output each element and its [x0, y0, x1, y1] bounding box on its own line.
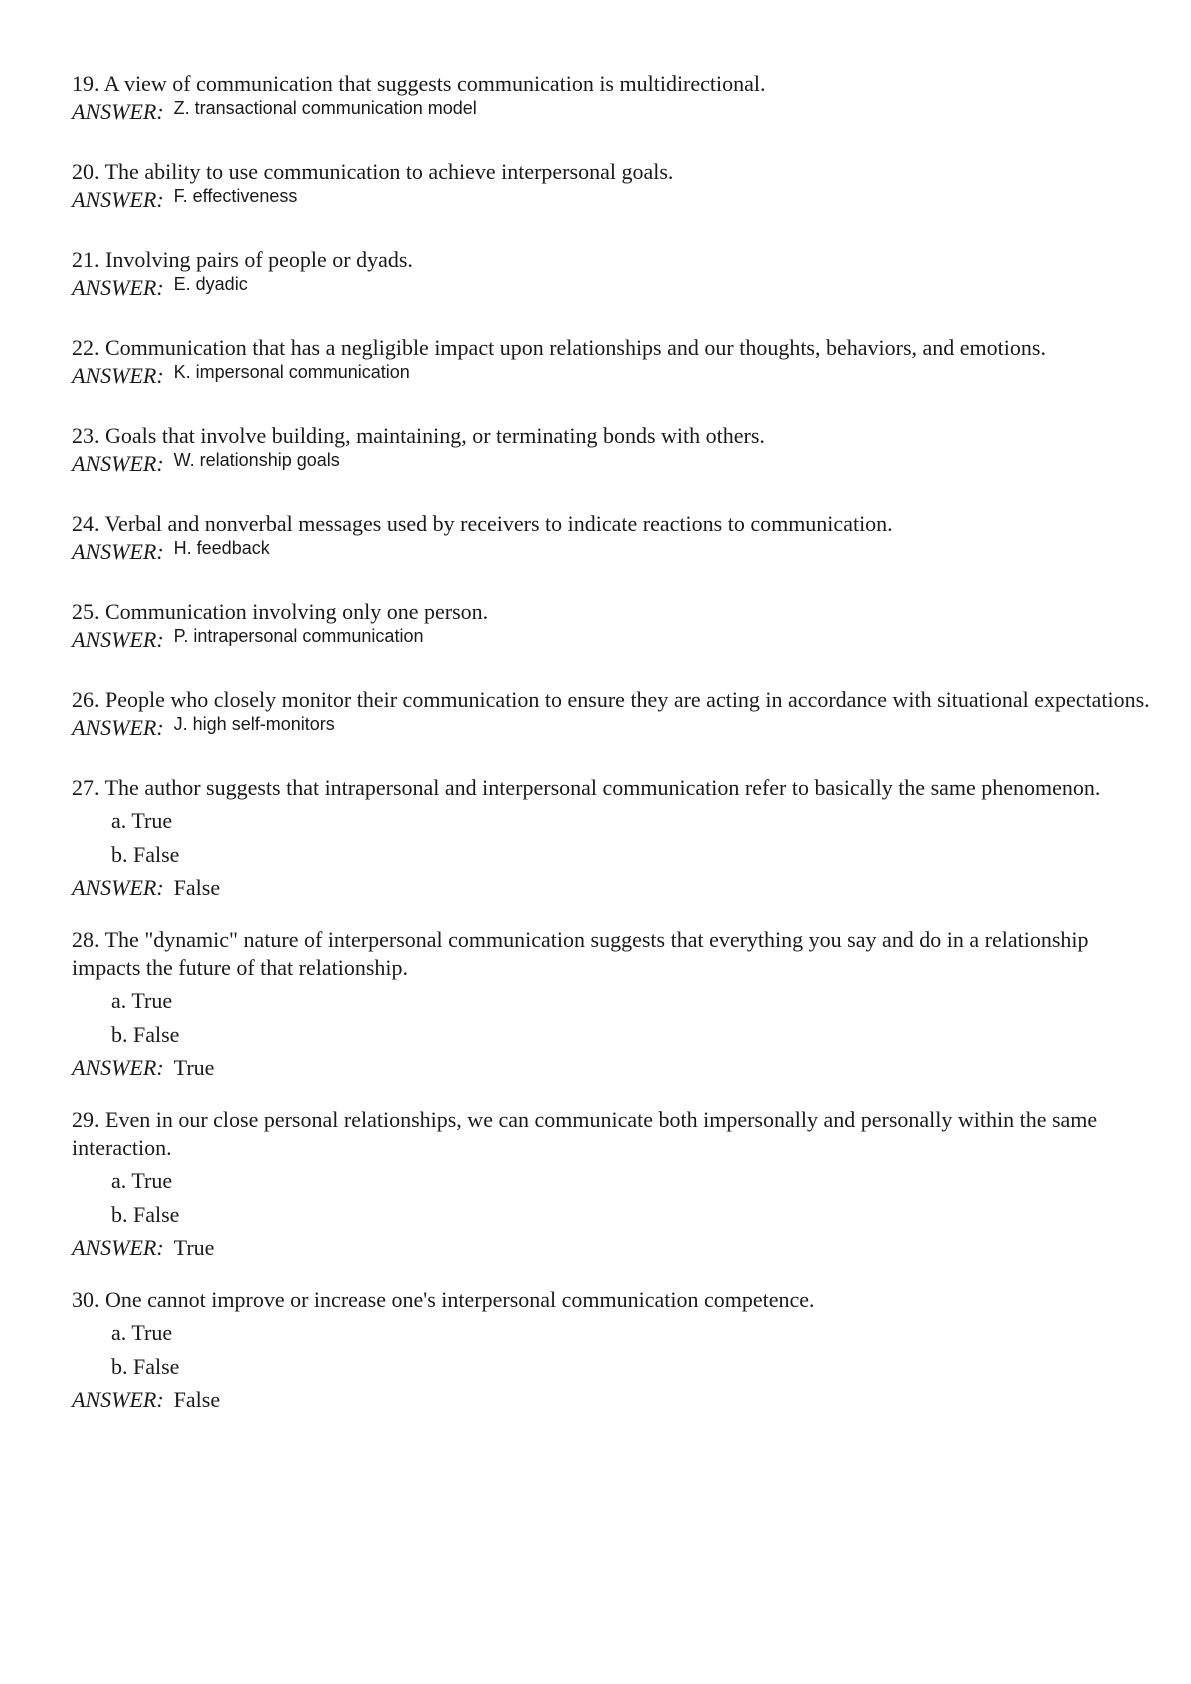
answer-value: P. intrapersonal communication [173, 626, 424, 646]
option-true: a. True [111, 1320, 173, 1345]
answer-value: False [173, 1387, 221, 1412]
question-25 [72, 598, 1152, 655]
question-19 [72, 70, 1152, 127]
answer-line [72, 626, 1152, 655]
answer-line [72, 1054, 1152, 1082]
answer-label: ANSWER: [72, 875, 164, 900]
answer-value: E. dyadic [173, 274, 248, 294]
answer-value: H. feedback [173, 538, 270, 558]
answer-line [72, 538, 1152, 567]
answer-value: Z. transactional communication model [173, 98, 477, 118]
option-true: a. True [111, 1168, 173, 1193]
answer-label: ANSWER: [72, 539, 164, 564]
answer-label: ANSWER: [72, 187, 164, 212]
answer-value: J. high self-monitors [173, 714, 335, 734]
option-false: b. False [111, 842, 180, 867]
answer-options [72, 984, 1152, 1052]
answer-value: True [173, 1235, 215, 1260]
answer-value: W. relationship goals [173, 450, 340, 470]
question-21 [72, 246, 1152, 303]
question-22 [72, 334, 1152, 391]
answer-line [72, 450, 1152, 479]
option-false: b. False [111, 1202, 180, 1227]
answer-options [72, 1164, 1152, 1232]
option-true: a. True [111, 988, 173, 1013]
answer-options [72, 1316, 1152, 1384]
answer-line [72, 714, 1152, 743]
question-text: 20. The ability to use communication to achieve interpersonal goals. [72, 159, 674, 184]
answer-line [72, 874, 1152, 902]
question-20 [72, 158, 1152, 215]
question-29 [72, 1106, 1152, 1262]
option-true: a. True [111, 808, 173, 833]
answer-label: ANSWER: [72, 1055, 164, 1080]
answer-value: False [173, 875, 221, 900]
question-text: 29. Even in our close personal relationships, we can communicate both impersonally and personally within the same interaction. [72, 1107, 1098, 1160]
question-text: 19. A view of communication that suggests communication is multidirectional. [72, 71, 766, 96]
question-text: 21. Involving pairs of people or dyads. [72, 247, 413, 272]
answer-line [72, 98, 1152, 127]
document-page [72, 70, 1152, 1438]
answer-line [72, 186, 1152, 215]
question-text: 23. Goals that involve building, maintaining, or terminating bonds with others. [72, 423, 765, 448]
question-23 [72, 422, 1152, 479]
question-text: 25. Communication involving only one person. [72, 599, 489, 624]
answer-options [72, 804, 1152, 872]
question-24 [72, 510, 1152, 567]
question-26 [72, 686, 1152, 743]
answer-label: ANSWER: [72, 627, 164, 652]
answer-value: F. effectiveness [173, 186, 298, 206]
question-30 [72, 1286, 1152, 1414]
answer-label: ANSWER: [72, 1235, 164, 1260]
answer-label: ANSWER: [72, 451, 164, 476]
question-text: 24. Verbal and nonverbal messages used by receivers to indicate reactions to communication. [72, 511, 893, 536]
option-false: b. False [111, 1354, 180, 1379]
answer-label: ANSWER: [72, 715, 164, 740]
answer-line [72, 274, 1152, 303]
question-text: 30. One cannot improve or increase one's interpersonal communication competence. [72, 1287, 815, 1312]
question-27 [72, 774, 1152, 902]
answer-label: ANSWER: [72, 363, 164, 388]
option-false: b. False [111, 1022, 180, 1047]
question-28 [72, 926, 1152, 1082]
question-text: 22. Communication that has a negligible impact upon relationships and our thoughts, behaviors, and emotions. [72, 335, 1046, 360]
question-text: 28. The "dynamic" nature of interpersonal communication suggests that everything you say and do in a relationship impacts the future of that relationship. [72, 927, 1089, 980]
answer-label: ANSWER: [72, 99, 164, 124]
question-text: 27. The author suggests that intrapersonal and interpersonal communication refer to basically the same phenomenon. [72, 775, 1101, 800]
answer-label: ANSWER: [72, 1387, 164, 1412]
answer-value: True [173, 1055, 215, 1080]
question-text: 26. People who closely monitor their communication to ensure they are acting in accordance with situational expectations. [72, 687, 1150, 712]
answer-value: K. impersonal communication [173, 362, 410, 382]
answer-label: ANSWER: [72, 275, 164, 300]
answer-line [72, 1386, 1152, 1414]
answer-line [72, 1234, 1152, 1262]
answer-line [72, 362, 1152, 391]
